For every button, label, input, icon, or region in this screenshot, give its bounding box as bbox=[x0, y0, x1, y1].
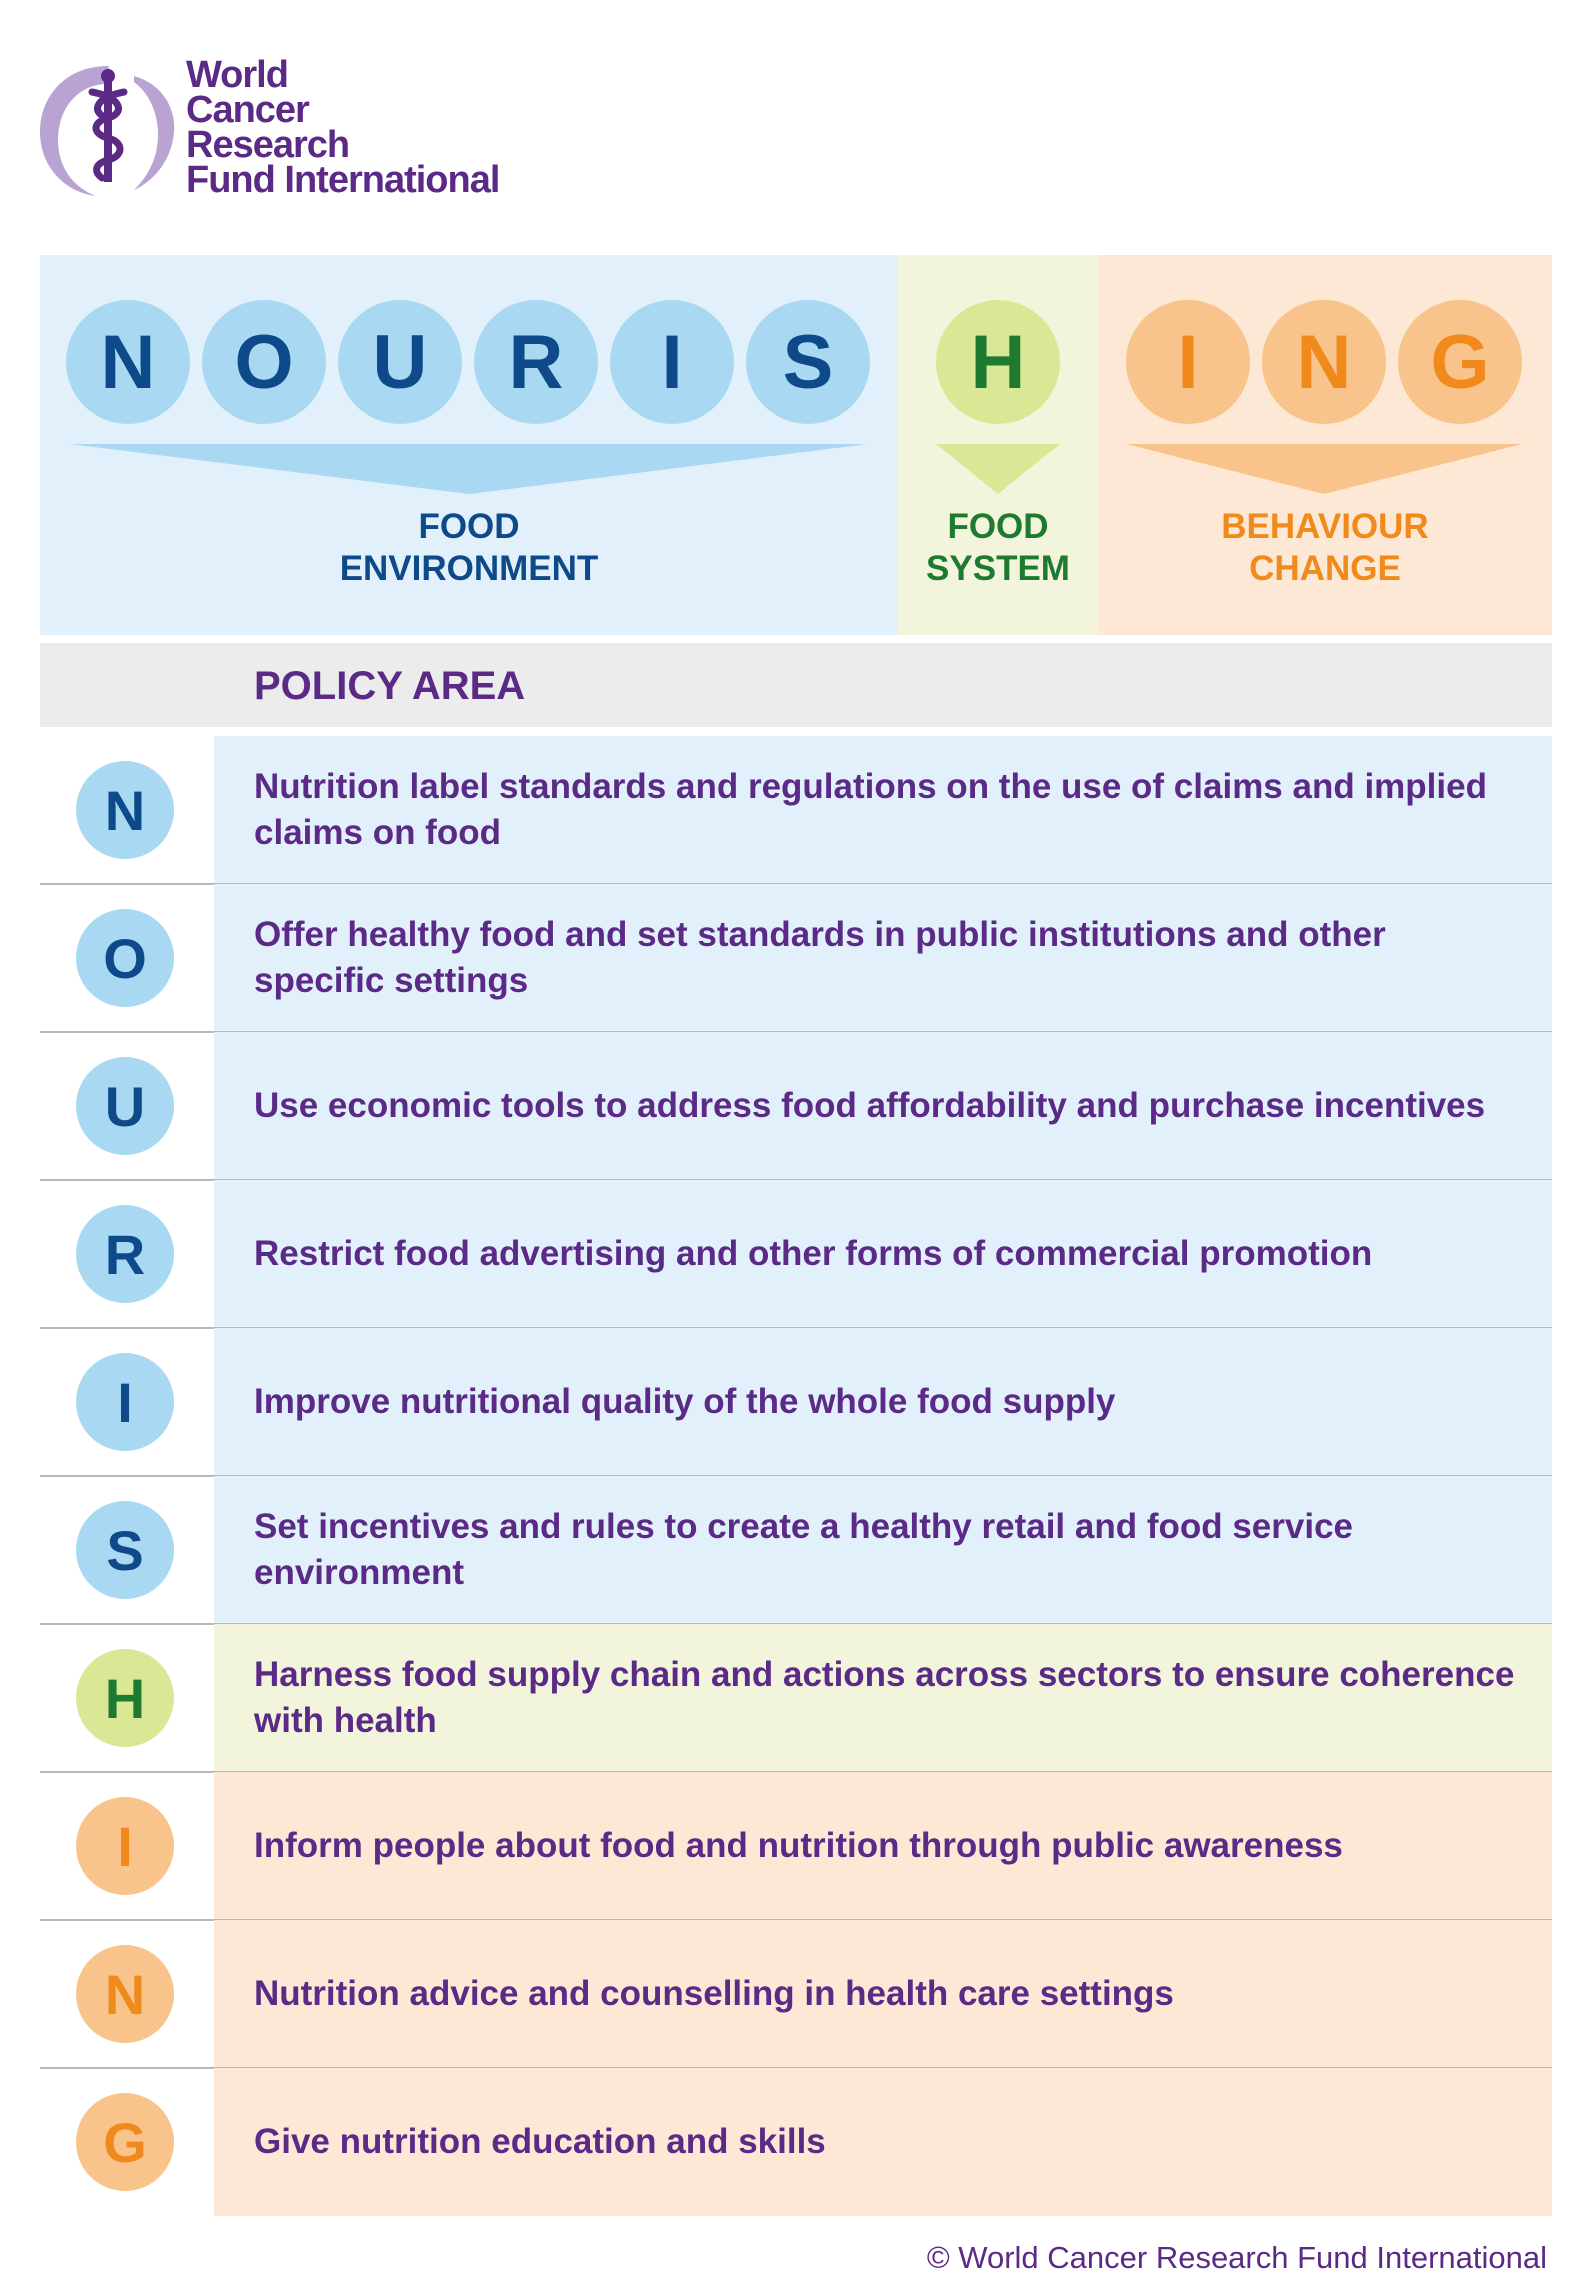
policy-text: Harness food supply chain and actions across sectors to ensure coherence with health bbox=[254, 1655, 1515, 1740]
food-system-label bbox=[898, 506, 1098, 590]
behaviour-change-label bbox=[1098, 506, 1552, 590]
policy-text: Nutrition label standards and regulations on the use of claims and implied claims on food bbox=[254, 767, 1487, 852]
table-row bbox=[40, 1476, 1552, 1624]
letter-circle-r: R bbox=[474, 300, 598, 424]
table-row bbox=[40, 1180, 1552, 1328]
row-letter-badge: R bbox=[76, 1205, 174, 1303]
policy-text: Offer healthy food and set standards in public institutions and other specific settings bbox=[254, 915, 1386, 1000]
row-letter-badge: U bbox=[76, 1057, 174, 1155]
logo-line: Research bbox=[186, 124, 350, 166]
table-row bbox=[40, 736, 1552, 884]
logo-line: Fund International bbox=[186, 159, 500, 201]
letter-circle-h: H bbox=[936, 300, 1060, 424]
policy-text: Restrict food advertising and other forms of commercial promotion bbox=[254, 1234, 1373, 1273]
row-letter-badge: G bbox=[76, 2093, 174, 2191]
label-line: BEHAVIOUR bbox=[1221, 507, 1429, 546]
policy-text: Inform people about food and nutrition through public awareness bbox=[254, 1826, 1343, 1865]
row-letter-badge: H bbox=[76, 1649, 174, 1747]
policy-text: Give nutrition education and skills bbox=[254, 2122, 826, 2161]
table-row bbox=[40, 1624, 1552, 1772]
label-line: FOOD bbox=[418, 507, 520, 546]
policy-area-header bbox=[40, 643, 1552, 727]
row-letter-badge: I bbox=[76, 1797, 174, 1895]
policy-text: Improve nutritional quality of the whole food supply bbox=[254, 1382, 1116, 1421]
row-letter-badge: S bbox=[76, 1501, 174, 1599]
food-environment-arrow bbox=[70, 444, 868, 494]
label-line: SYSTEM bbox=[926, 549, 1070, 588]
logo-line: Cancer bbox=[186, 89, 309, 131]
label-line: ENVIRONMENT bbox=[339, 549, 599, 588]
letter-circle-g: G bbox=[1398, 300, 1522, 424]
letter-circle-s: S bbox=[746, 300, 870, 424]
food-system-arrow bbox=[936, 444, 1060, 494]
table-row bbox=[40, 884, 1552, 1032]
logo-line: World bbox=[186, 54, 288, 96]
behaviour-change-arrow bbox=[1126, 444, 1522, 494]
row-letter-badge: N bbox=[76, 1945, 174, 2043]
table-row bbox=[40, 1032, 1552, 1180]
label-line: CHANGE bbox=[1249, 549, 1401, 588]
table-row bbox=[40, 1328, 1552, 1476]
row-letter-badge: N bbox=[76, 761, 174, 859]
copyright-notice: © World Cancer Research Fund International bbox=[926, 2240, 1547, 2275]
letter-circle-n-behaviour: N bbox=[1262, 300, 1386, 424]
letter-circle-i-behaviour: I bbox=[1126, 300, 1250, 424]
label-line: FOOD bbox=[947, 507, 1049, 546]
table-row bbox=[40, 2068, 1552, 2216]
policy-text: Set incentives and rules to create a healthy retail and food service environment bbox=[254, 1507, 1354, 1592]
row-letter-badge: I bbox=[76, 1353, 174, 1451]
policy-area-heading: POLICY AREA bbox=[254, 664, 526, 708]
letter-circle-u: U bbox=[338, 300, 462, 424]
food-environment-label bbox=[40, 506, 898, 590]
policy-text: Use economic tools to address food affordability and purchase incentives bbox=[254, 1086, 1486, 1125]
row-letter-badge: O bbox=[76, 909, 174, 1007]
table-row bbox=[40, 1772, 1552, 1920]
letter-circle-o: O bbox=[202, 300, 326, 424]
header-arrows bbox=[0, 0, 1589, 520]
letter-circle-i: I bbox=[610, 300, 734, 424]
policy-text: Nutrition advice and counselling in health care settings bbox=[254, 1974, 1174, 2013]
table-row bbox=[40, 1920, 1552, 2068]
letter-circle-n: N bbox=[66, 300, 190, 424]
